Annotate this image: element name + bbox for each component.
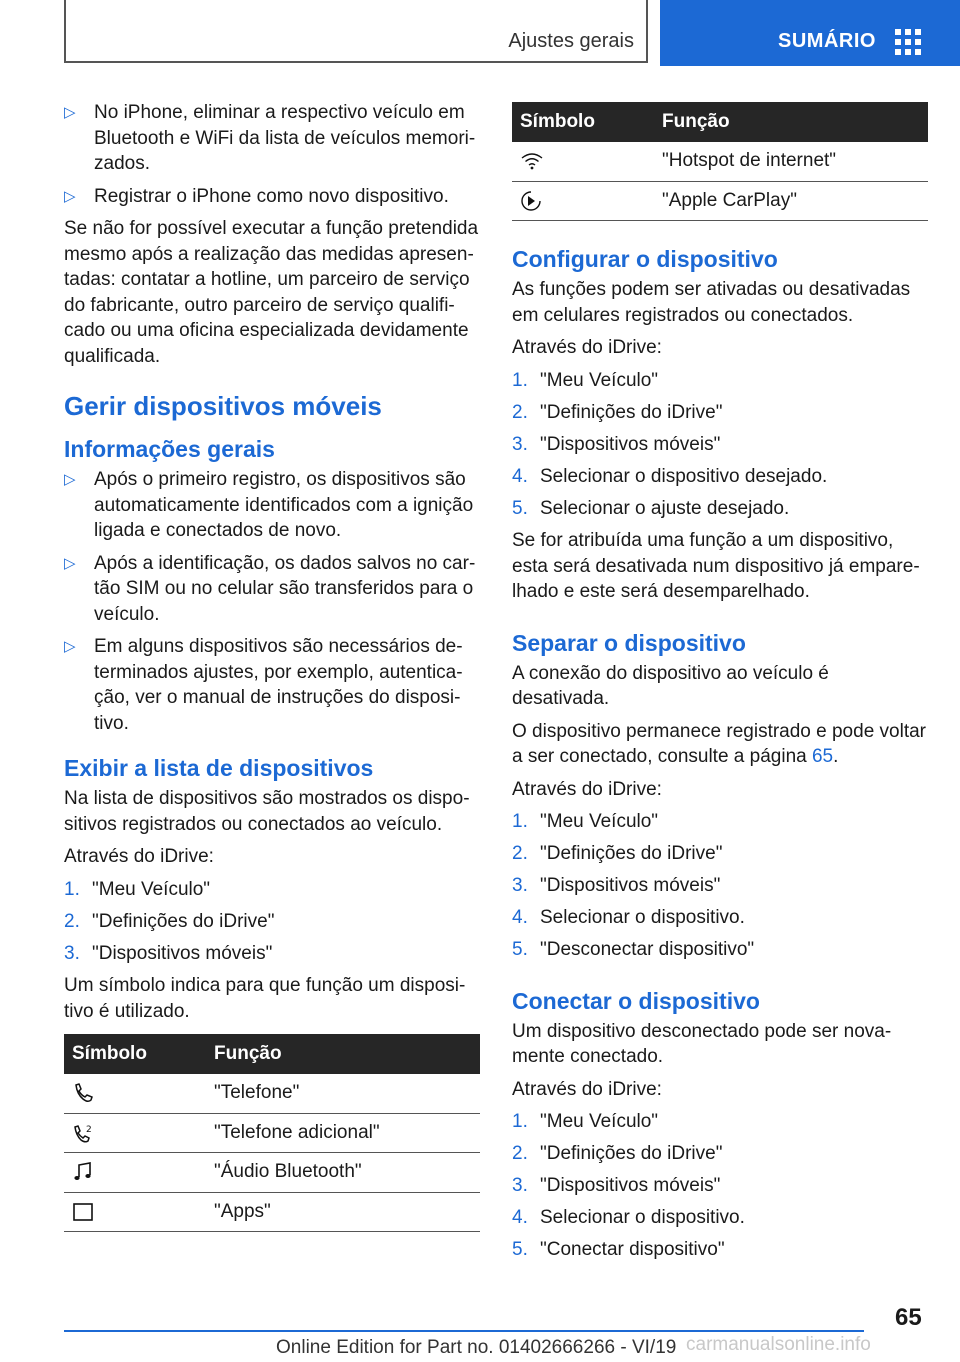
step-item: 2. "Definições do iDrive" <box>64 910 275 932</box>
page-number: 65 <box>895 1304 922 1331</box>
step-item: 1. "Meu Veículo" <box>512 1111 659 1132</box>
table-cell: "Áudio Bluetooth" <box>206 1153 480 1193</box>
heading-connect-device: Conectar o dispositivo <box>512 987 760 1014</box>
steps-list <box>512 368 928 522</box>
triangle-bullet-icon: ▷ <box>64 471 76 488</box>
grid-icon <box>895 29 921 55</box>
wifi-hotspot-icon <box>520 151 544 171</box>
table-row <box>64 1113 480 1153</box>
paragraph: O dispositivo permanece registrado e pode voltar a ser conectado, consulte a página 65. <box>512 720 927 767</box>
summary-button[interactable] <box>660 0 960 66</box>
table-row <box>64 1153 480 1193</box>
paragraph: Através do iDrive: <box>64 846 214 867</box>
table-header-row <box>512 102 928 142</box>
bullet-item: ▷ No iPhone, eliminar a respectivo veículo em Bluetooth e WiFi da lista de veículos memori-zados. <box>64 102 476 174</box>
triangle-bullet-icon: ▷ <box>64 638 76 655</box>
phone-icon <box>72 1082 94 1104</box>
table-row <box>512 142 928 181</box>
watermark: carmanualsonline.info <box>686 1334 871 1355</box>
left-column <box>64 100 480 1246</box>
apps-square-icon <box>72 1201 94 1223</box>
symbol-table-continued <box>512 102 928 221</box>
paragraph: Um símbolo indica para que função um disposi-tivo é utilizado. <box>64 975 466 1022</box>
step-item: 2. "Definições do iDrive" <box>512 1143 723 1164</box>
additional-phone-icon <box>72 1122 94 1144</box>
steps-list <box>512 1109 928 1263</box>
heading-device-list: Exibir a lista de dispositivos <box>64 755 374 781</box>
table-row <box>512 181 928 221</box>
column-header: Símbolo <box>64 1034 206 1074</box>
steps-list <box>64 877 480 967</box>
paragraph: A conexão do dispositivo ao veículo é desativada. <box>512 662 829 709</box>
bullet-item: ▷ Em alguns dispositivos são necessários de-terminados ajustes, por exemplo, autentica-ção, ver o manual de instruções do disposi-tivo. <box>64 636 463 734</box>
paragraph: Um dispositivo desconectado pode ser nova-mente conectado. <box>512 1020 892 1067</box>
carplay-play-icon <box>520 190 542 212</box>
step-item: 4. Selecionar o dispositivo. <box>512 907 745 928</box>
page-link[interactable]: 65 <box>811 746 834 767</box>
heading-separate-device: Separar o dispositivo <box>512 629 746 656</box>
page-header <box>0 0 960 66</box>
step-item: 3. "Dispositivos móveis" <box>64 942 273 964</box>
paragraph: Através do iDrive: <box>512 337 662 358</box>
paragraph: Através do iDrive: <box>512 778 662 800</box>
symbol-table <box>64 1034 480 1232</box>
table-cell: "Hotspot de internet" <box>654 142 928 181</box>
right-column <box>512 102 928 1270</box>
paragraph: As funções podem ser ativadas ou desativadas em celulares registrados ou conectados. <box>512 279 911 326</box>
summary-label: SUMÁRIO <box>778 30 876 52</box>
step-item: 3. "Dispositivos móveis" <box>512 433 721 455</box>
edition-footer: Online Edition for Part no. 01402666266 - VI/19 <box>276 1337 677 1358</box>
triangle-bullet-icon: ▷ <box>64 554 76 572</box>
step-item: 2. "Definições do iDrive" <box>512 843 723 864</box>
step-item: 4. Selecionar o dispositivo desejado. <box>512 465 828 487</box>
paragraph: Através do iDrive: <box>512 1078 662 1100</box>
step-item: 1. "Meu Veículo" <box>64 878 211 900</box>
table-cell: "Telefone" <box>206 1074 480 1113</box>
triangle-bullet-icon: ▷ <box>64 187 76 205</box>
step-item: 5. "Desconectar dispositivo" <box>512 939 755 960</box>
table-cell: "Apps" <box>206 1192 480 1232</box>
paragraph: Se for atribuída uma função a um dispositivo, esta será desativada num dispositivo já empare-lhado e este será desemparelhado. <box>512 530 920 602</box>
paragraph: Na lista de dispositivos são mostrados os dispo-sitivos registrados ou conectados ao veículo. <box>64 788 470 835</box>
column-header: Função <box>654 102 928 142</box>
step-item: 3. "Dispositivos móveis" <box>512 875 721 896</box>
step-item: 5. "Conectar dispositivo" <box>512 1239 725 1260</box>
table-row <box>64 1074 480 1113</box>
column-header: Função <box>206 1034 480 1074</box>
bullet-item: ▷ Após a identificação, os dados salvos no car-tão SIM ou no celular são transferidos para o veículo. <box>64 552 476 625</box>
bullet-item: ▷ Registrar o iPhone como novo dispositivo. <box>64 184 480 210</box>
paragraph: Se não for possível executar a função pretendida mesmo após a realização das medidas apresen-tadas: contatar a hotline, um parceiro de serviço do fabricante, outro parceiro de serviço qualifi-cado ou uma oficina especializada devidamente qualificada. <box>64 218 479 367</box>
step-item: 2. "Definições do iDrive" <box>512 401 723 423</box>
heading-manage-devices: Gerir dispositivos móveis <box>64 391 382 421</box>
bullet-item: ▷ Após o primeiro registro, os dispositivos são automaticamente identificados com a ignição ligada e conectados de novo. <box>64 469 474 541</box>
table-cell: "Telefone adicional" <box>206 1113 480 1153</box>
footer-divider <box>64 1330 864 1332</box>
step-item: 5. Selecionar o ajuste desejado. <box>512 497 790 519</box>
table-header-row <box>64 1034 480 1074</box>
heading-general-info: Informações gerais <box>64 436 275 462</box>
section-title: Ajustes gerais <box>508 30 634 52</box>
step-item: 3. "Dispositivos móveis" <box>512 1175 721 1196</box>
steps-list <box>512 809 928 963</box>
heading-configure-device: Configurar o dispositivo <box>512 246 778 272</box>
section-tab <box>64 0 648 63</box>
table-row <box>64 1192 480 1232</box>
table-cell: "Apple CarPlay" <box>654 181 928 221</box>
music-note-icon <box>72 1161 94 1183</box>
column-header: Símbolo <box>512 102 654 142</box>
step-item: 1. "Meu Veículo" <box>512 811 659 832</box>
triangle-bullet-icon: ▷ <box>64 104 76 121</box>
step-item: 1. "Meu Veículo" <box>512 369 659 391</box>
svg-text:2: 2 <box>86 1124 92 1135</box>
step-item: 4. Selecionar o dispositivo. <box>512 1207 745 1228</box>
